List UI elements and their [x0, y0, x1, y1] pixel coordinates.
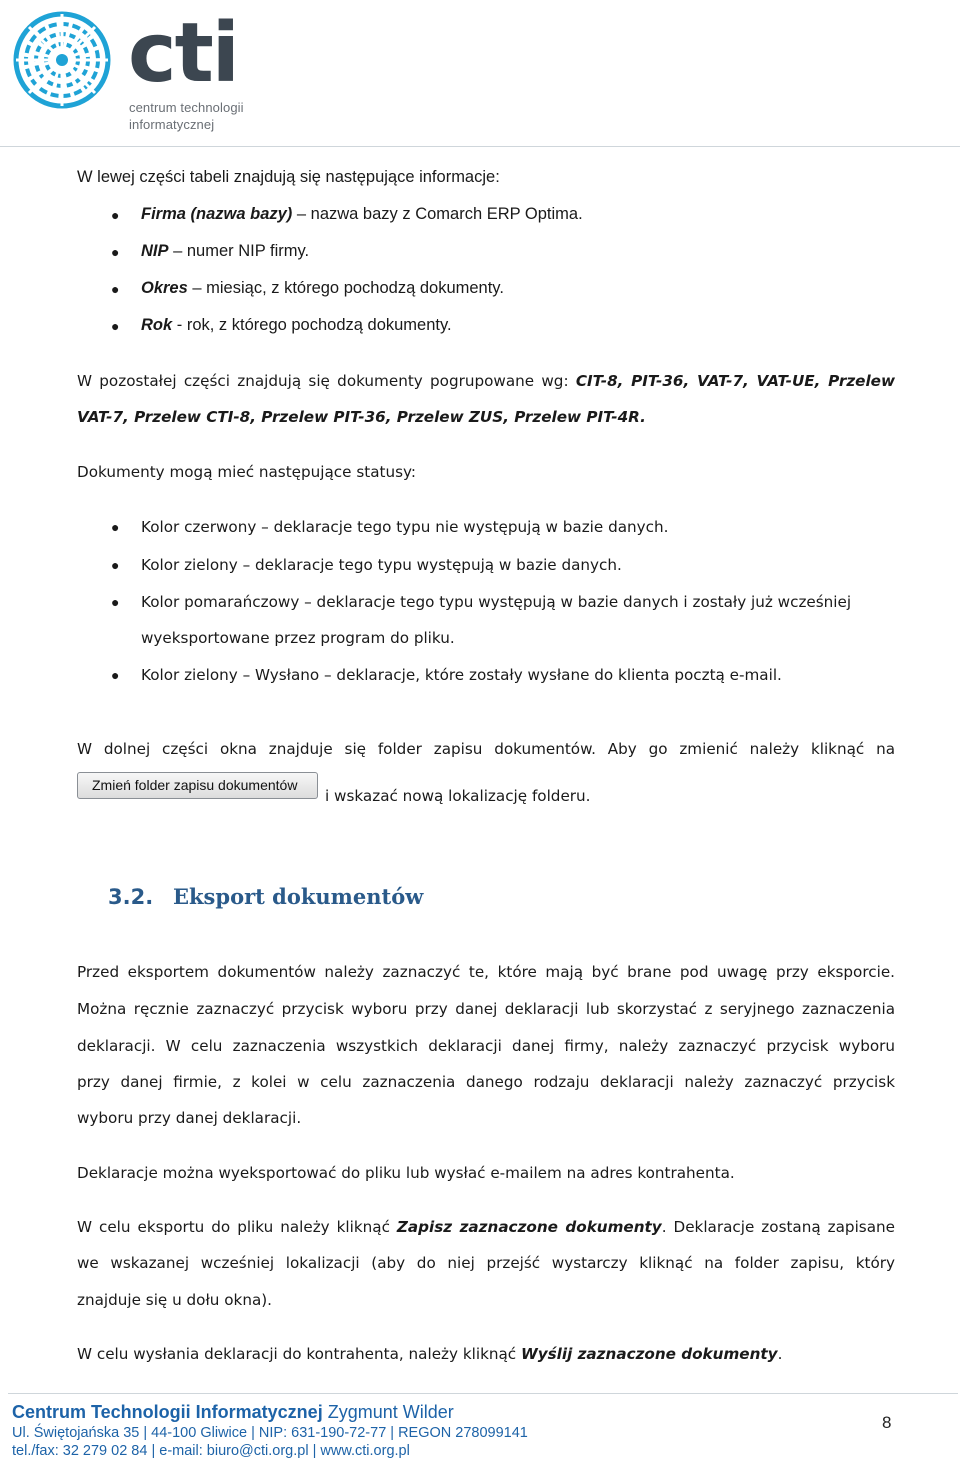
paragraph-send: W celu wysłania deklaracji do kontrahenta, należy kliknąć Wyślij zaznaczone dokumenty. [77, 1345, 783, 1363]
cti-logo-wordmark: cti [128, 6, 238, 101]
logo-subtitle-1: centrum technologii [129, 100, 244, 115]
text-line: Można ręcznie zaznaczyć przycisk wyboru przy danej deklaracji lub skorzystać z seryjnego zaznaczenia [77, 1000, 895, 1018]
bullet-icon: ● [111, 281, 120, 297]
footer-divider [8, 1393, 958, 1394]
paragraph-save-line3: znajduje się u dołu okna). [77, 1291, 273, 1309]
paragraph-folder-line2: i wskazać nową lokalizację folderu. [325, 787, 591, 805]
text-line: wyboru przy danej deklaracji. [77, 1109, 302, 1127]
list-item: Kolor zielony – Wysłano – deklaracje, które zostały wysłane do klienta pocztą e-mail. [141, 666, 782, 684]
paragraph-folder-line1: W dolnej części okna znajduje się folder zapisu dokumentów. Aby go zmienić należy kliknąć na [77, 740, 895, 758]
footer-company: Centrum Technologii Informatycznej Zygmunt Wilder [12, 1402, 454, 1422]
list-item: Firma (nazwa bazy) – nazwa bazy z Comarch ERP Optima. [141, 205, 583, 223]
bullet-icon: ● [111, 557, 120, 573]
section-number: 3.2. [108, 885, 154, 909]
list-item: Okres – miesiąc, z którego pochodzą dokumenty. [141, 279, 504, 297]
logo-subtitle-2: informatycznej [129, 117, 215, 132]
bullet-icon: ● [111, 667, 120, 683]
bullet-icon: ● [111, 519, 120, 535]
list-item: Kolor czerwony – deklaracje tego typu nie występują w bazie danych. [141, 518, 669, 536]
header-divider [0, 146, 960, 147]
list-item: NIP – numer NIP firmy. [141, 242, 310, 260]
paragraph-save-line1: W celu eksportu do pliku należy kliknąć Zapisz zaznaczone dokumenty. Deklaracje zostaną zapisane [77, 1218, 895, 1236]
section-title: Eksport dokumentów [173, 884, 424, 909]
paragraph-save-line2: we wskazanej wcześniej lokalizacji (aby do niej przejść wystarczy kliknąć na folder zapisu, który [77, 1254, 895, 1272]
list-item: Kolor zielony – deklaracje tego typu występują w bazie danych. [141, 556, 622, 574]
paragraph-groups-line2: VAT-7, Przelew CTI-8, Przelew PIT-36, Przelew ZUS, Przelew PIT-4R. [77, 408, 646, 426]
paragraph-statuses: Dokumenty mogą mieć następujące statusy: [77, 463, 416, 481]
bullet-icon: ● [111, 207, 120, 223]
paragraph-groups-line1: W pozostałej części znajdują się dokumenty pogrupowane wg: CIT-8, PIT-36, VAT-7, VAT-UE, Przelew [77, 372, 895, 390]
list-item-continuation: wyeksportowane przez program do pliku. [141, 629, 455, 647]
bullet-icon: ● [111, 594, 120, 610]
text-line: Przed eksportem dokumentów należy zaznaczyć te, które mają być brane pod uwagę przy eksporcie. [77, 963, 895, 981]
paragraph-export-options: Deklaracje można wyeksportować do pliku lub wysłać e-mailem na adres kontrahenta. [77, 1164, 735, 1182]
text-line: deklaracji. W celu zaznaczenia wszystkich deklaracji danej firmy, należy zaznaczyć przycisk wyboru [77, 1037, 895, 1055]
footer-address: Ul. Świętojańska 35 | 44-100 Gliwice | NIP: 631-190-72-77 | REGON 278099141 [12, 1425, 528, 1441]
page-number: 8 [882, 1413, 892, 1432]
paragraph-intro: W lewej części tabeli znajdują się następujące informacje: [77, 168, 500, 186]
list-item: Kolor pomarańczowy – deklaracje tego typu występują w bazie danych i zostały już wcześniej [141, 593, 852, 611]
bullet-icon: ● [111, 244, 120, 260]
bullet-icon: ● [111, 318, 120, 334]
footer-contact: tel./fax: 32 279 02 84 | e-mail: biuro@cti.org.pl | www.cti.org.pl [12, 1443, 410, 1459]
cti-logo-mark-icon [12, 10, 112, 110]
list-item: Rok - rok, z którego pochodzą dokumenty. [141, 316, 452, 334]
text-line: przy danej firmie, z kolei w celu zaznaczenia danego rodzaju deklaracji należy zaznaczyć przycisk [77, 1073, 895, 1091]
change-folder-button[interactable]: Zmień folder zapisu dokumentów [77, 772, 318, 799]
